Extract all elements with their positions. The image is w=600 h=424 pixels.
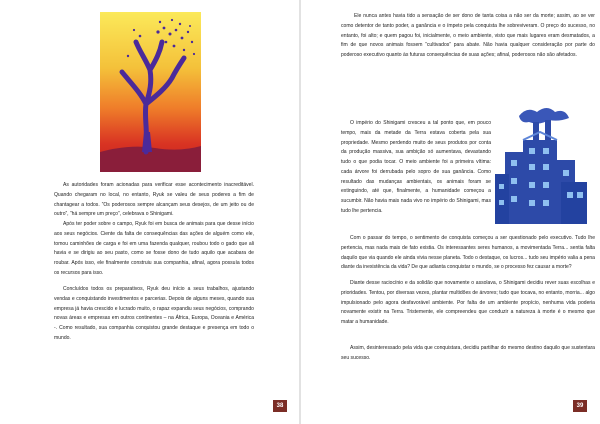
right-page — [301, 0, 600, 424]
right-paragraph-4: Diante desse raciocínio e da solidão que novamente o assolava, o Shinigami decidiu rever suas escolhas e prioridades. Tentou, por diversas vezes, plantar multidões de árvores; tudo que tocava, no entanto, morria... algo impulsionado pelo agora desfavorável ambiente. Por falta de um ambiente propício, nenhuma vida poderia novamente existir na Terra. Tristemente, ele compreendeu que conduzir a natureza à morte é o mesmo que matar a humanidade. — [341, 280, 595, 325]
tree-sunset-drawing — [100, 12, 201, 172]
right-paragraph-5: Assim, desinteressado pela vida que conquistara, decidiu partilhar do mesmo destino daquilo que sustentara seu sucesso. — [341, 345, 595, 361]
page-number: 39 — [573, 400, 587, 412]
left-paragraph-3: Concluídos todos os preparativos, Ryuk deu início a seus trabalhos, ajustando vendas e conquistando investimentos e parcerias. Depois de alguns meses, quando sua empresa já havia crescido e lucrado muito, o rapaz expandiu seus negócios, comprando novas áreas e empresas em outros continentes – na África, Europa, Oceania e América -. Como resultado, sua companhia conquistou grande destaque e presença em todo o mundo. — [54, 286, 254, 341]
page-number: 38 — [273, 400, 287, 412]
right-paragraph-1: Ele nunca antes havia tido a sensação de ser dono de tanta coisa a não ser da morte; assim, ao se ver como detentor de tanto poder, a ganância e o ímpeto pela conquista lhe sobreviveram. O preço do sucesso, no entanto, foi alto; e quem pagou foi, inicialmente, o meio ambiente, visto que mais lugares eram desmatados, a fim de que novos animais fossem “cultivados” para abate. Não havia qualquer consideração por parte do poderoso executivo quanto às futuras consequências de suas ações; afinal, poderosos não são afetados. — [341, 13, 595, 58]
right-paragraph-2: O império do Shinigami cresceu a tal ponto que, em pouco tempo, mais da metade da Terra estava coberta pela sua propriedade. Mesmo perdendo muito de seus produtos por conta da produção massiva, sua ambição só aumentava, devastando tudo o que podia tocar. O meio ambiente foi a primeira vítima: cada árvore foi derrubada pelo sopro de sua ganância. Como resultado das mudanças ambientais, os animais foram se extinguindo, até que, finalmente, a humanidade começou a sucumbir. Não havia mais nada vivo no império do Shinigami, mas tudo lhe pertencia. — [341, 120, 491, 214]
left-paragraph-1: As autoridades foram acionadas para verificar esse acontecimento inacreditável. Quando chegaram no local, no entanto, Ryuk se valeu de seus poderes a fim de chantagear a todos. “Os poderosos sempre alcançam seus desejos, de um jeito ou de outro”, “há sempre um preço”, celebrava o Shinigami. — [54, 182, 254, 218]
factory-city-drawing — [495, 100, 587, 224]
left-page — [0, 0, 299, 424]
left-paragraph-2: Após ter poder sobre o campo, Ryuk foi em busca de animais para que desse início aos seus negócios. Ciente da falta de consequências das ações de alguém como ele, tomou caminhões de carga e foi em uma fazenda qualquer, roubou todo o gado que ali havia e se dirigiu ao seu pasto, como se fosse dono de tudo aquilo que acabara de roubar. Após isso, ele finalmente construiu sua companhia, afinal, agora possuía todos os recursos para isso. — [54, 221, 254, 276]
right-paragraph-3: Com o passar do tempo, o sentimento de conquista começou a ser questionado pelo executivo. Tudo lhe pertencia, mas nada mais de fato existia. Os interessantes seres humanos, a movimentada Terra... sentia falta daquilo que via quando ele ainda vivia nesse planeta. Todo o destaque, os lucros... tudo seu império valia a pena diante da inexistência da vida? De que adianta conquistar o mundo, se o processo fez causar a morte? — [341, 235, 595, 271]
